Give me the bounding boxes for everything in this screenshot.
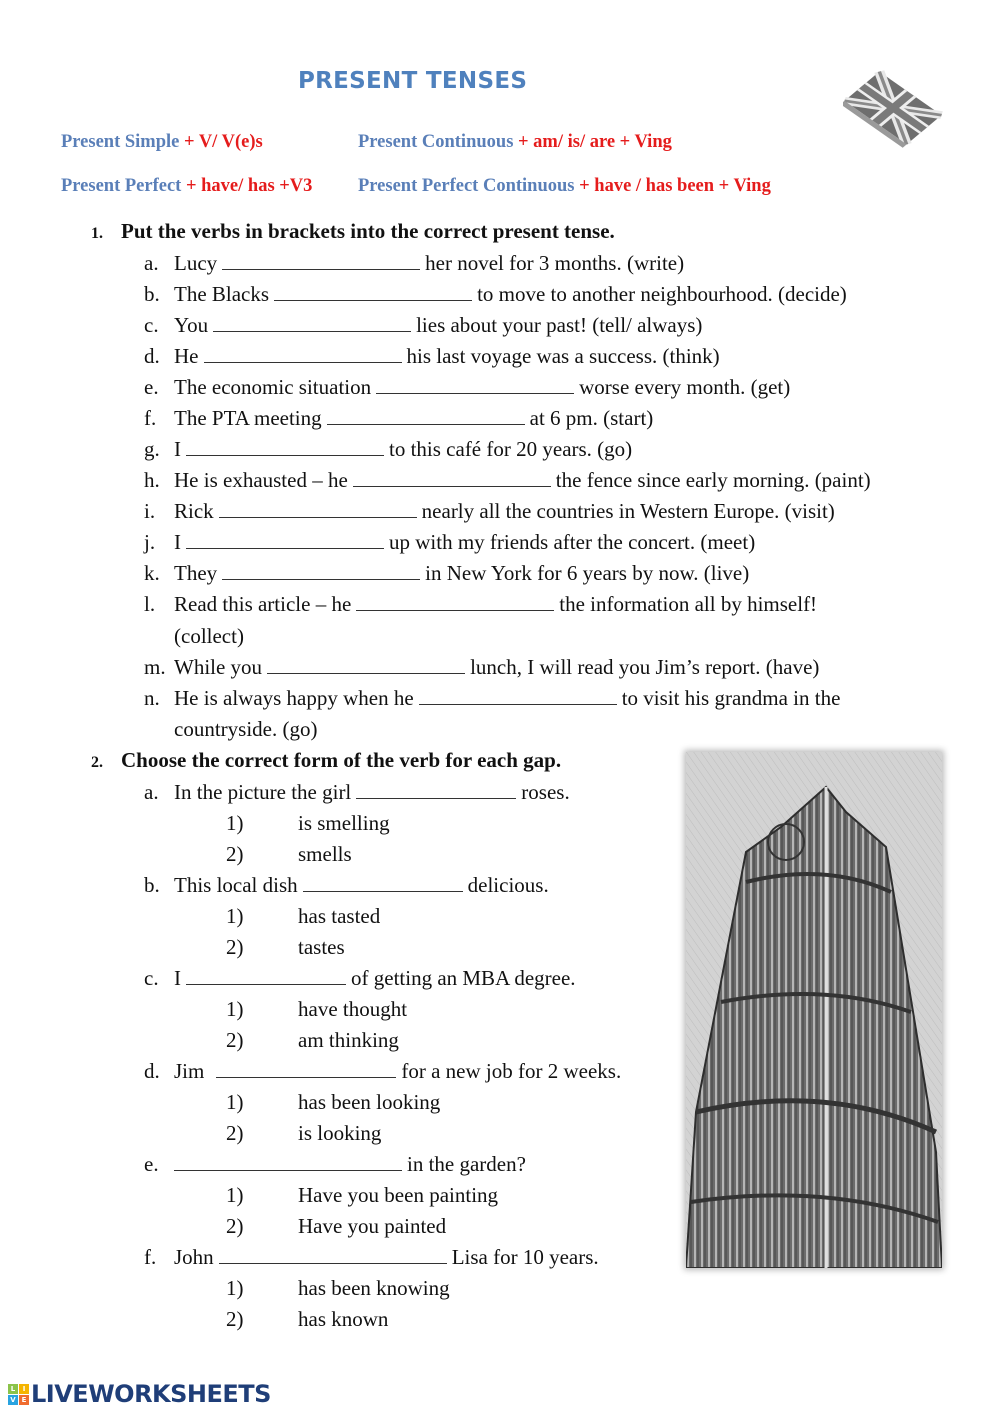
item-text-before: Read this article – he	[174, 592, 352, 616]
item-text-before: In the picture the girl	[174, 780, 352, 804]
big-ben-sketch-image	[686, 752, 942, 1268]
ex2-f-option-1[interactable]	[226, 1276, 450, 1301]
ex1-item-d	[144, 344, 720, 369]
option-number: 2)	[226, 935, 244, 959]
item-letter: d.	[144, 1059, 160, 1083]
ex1-item-k	[144, 561, 749, 586]
option-number: 2)	[226, 1307, 244, 1331]
item-text-after: roses.	[521, 780, 570, 804]
tense-name: Present Perfect Continuous	[358, 176, 575, 196]
option-number: 1)	[226, 904, 244, 928]
item-text-after: Lisa for 10 years.	[451, 1245, 599, 1269]
exercise-instruction: Put the verbs in brackets into the correct present tense.	[121, 219, 615, 243]
ex1-item-e	[144, 375, 790, 400]
item-letter: f.	[144, 1245, 157, 1269]
logo-letter: L	[8, 1384, 18, 1394]
ex1-item-j	[144, 530, 755, 555]
option-text: Have you painted	[298, 1214, 447, 1238]
item-text-before: Lucy	[174, 251, 218, 275]
tense-rule: + have/ has +V3	[181, 176, 313, 196]
option-number: 2)	[226, 1121, 244, 1145]
item-letter: d.	[144, 344, 160, 368]
option-text: is looking	[298, 1121, 382, 1145]
ex1-item-n	[144, 686, 840, 711]
item-letter: b.	[144, 873, 160, 897]
answer-blank[interactable]	[216, 1059, 396, 1078]
answer-blank[interactable]	[274, 282, 472, 301]
answer-blank[interactable]	[303, 873, 463, 892]
item-letter: a.	[144, 780, 159, 804]
answer-blank[interactable]	[222, 251, 420, 270]
answer-blank[interactable]	[219, 1245, 447, 1264]
item-text-after: at 6 pm. (start)	[529, 406, 654, 430]
item-text-after: nearly all the countries in Western Europe. (visit)	[421, 499, 835, 523]
item-letter: e.	[144, 1152, 159, 1176]
ex2-b-option-2[interactable]	[226, 935, 345, 960]
item-text-after: his last voyage was a success. (think)	[406, 344, 720, 368]
answer-blank[interactable]	[376, 375, 574, 394]
item-text-after: the fence since early morning. (paint)	[555, 468, 871, 492]
item-text-before: The PTA meeting	[174, 406, 322, 430]
item-text-after: worse every month. (get)	[579, 375, 791, 399]
formula-present-perfect	[61, 176, 312, 197]
item-text-after: to this café for 20 years. (go)	[389, 437, 633, 461]
answer-blank[interactable]	[356, 780, 516, 799]
item-text-before: The Blacks	[174, 282, 270, 306]
option-text: have thought	[298, 997, 408, 1021]
exercise-2-heading	[91, 748, 561, 773]
item-text-before: He is always happy when he	[174, 686, 414, 710]
item-letter: n.	[144, 686, 160, 710]
ex1-item-n-continuation: countryside. (go)	[174, 717, 318, 741]
ex1-item-g	[144, 437, 632, 462]
formula-present-continuous	[358, 132, 672, 153]
logo-letter: I	[19, 1384, 29, 1394]
answer-blank[interactable]	[186, 966, 346, 985]
answer-blank[interactable]	[356, 592, 554, 611]
ex1-item-c	[144, 313, 702, 338]
logo-letter: E	[19, 1395, 29, 1405]
item-text-before: He is exhausted – he	[174, 468, 348, 492]
tense-name: Present Simple	[61, 132, 180, 152]
ex2-item-e	[144, 1152, 526, 1177]
item-text-before: Jim	[174, 1059, 205, 1083]
logo-letter: V	[8, 1395, 18, 1405]
ex1-item-b	[144, 282, 847, 307]
item-text-before: While you	[174, 655, 263, 679]
option-number: 2)	[226, 842, 244, 866]
ex1-item-m	[144, 655, 819, 680]
option-number: 1)	[226, 811, 244, 835]
item-text-before: The economic situation	[174, 375, 372, 399]
option-text: has tasted	[298, 904, 381, 928]
item-text-before: They	[174, 561, 218, 585]
item-text-after: lies about your past! (tell/ always)	[416, 313, 703, 337]
item-letter: j.	[144, 530, 156, 554]
ex2-a-option-2[interactable]	[226, 842, 352, 867]
item-text-after: up with my friends after the concert. (meet)	[389, 530, 756, 554]
answer-blank[interactable]	[222, 561, 420, 580]
answer-blank[interactable]	[419, 686, 617, 705]
option-text: has known	[298, 1307, 389, 1331]
item-text-after: the information all by himself!	[559, 592, 818, 616]
ex2-item-f	[144, 1245, 599, 1270]
option-text: tastes	[298, 935, 345, 959]
ex2-item-d	[144, 1059, 621, 1084]
ex2-b-option-1[interactable]	[226, 904, 380, 929]
ex1-item-f	[144, 406, 653, 431]
option-text: is smelling	[298, 811, 390, 835]
ex1-item-h	[144, 468, 871, 493]
tense-rule: + am/ is/ are + Ving	[513, 132, 672, 152]
item-letter: k.	[144, 561, 160, 585]
tense-rule: + have / has been + Ving	[574, 176, 771, 196]
option-text: am thinking	[298, 1028, 399, 1052]
item-text-after: to move to another neighbourhood. (decide)	[477, 282, 847, 306]
item-text-after: delicious.	[467, 873, 549, 897]
item-text-before: This local dish	[174, 873, 298, 897]
item-text-after: of getting an MBA degree.	[351, 966, 576, 990]
item-letter: c.	[144, 966, 159, 990]
ex2-item-b	[144, 873, 549, 898]
answer-blank[interactable]	[204, 344, 402, 363]
ex2-d-option-2[interactable]	[226, 1121, 381, 1146]
liveworksheets-logo	[8, 1380, 271, 1408]
option-text: smells	[298, 842, 352, 866]
answer-blank[interactable]	[186, 530, 384, 549]
item-text-after: in New York for 6 years by now. (live)	[425, 561, 750, 585]
answer-blank[interactable]	[327, 406, 525, 425]
item-letter: c.	[144, 313, 159, 337]
item-letter: m.	[144, 655, 166, 679]
ex2-e-option-1[interactable]	[226, 1183, 498, 1208]
ex2-item-c	[144, 966, 576, 991]
exercise-1-heading	[91, 219, 615, 244]
item-text-before: I	[174, 530, 181, 554]
ex2-e-option-2[interactable]	[226, 1214, 446, 1239]
page-title: PRESENT TENSES	[298, 68, 528, 94]
item-text-after: in the garden?	[407, 1152, 526, 1176]
item-letter: h.	[144, 468, 160, 492]
option-number: 1)	[226, 997, 244, 1021]
answer-blank[interactable]	[353, 468, 551, 487]
option-text: has been looking	[298, 1090, 441, 1114]
answer-blank[interactable]	[213, 313, 411, 332]
item-text-after: her novel for 3 months. (write)	[425, 251, 685, 275]
option-number: 1)	[226, 1090, 244, 1114]
tense-rule: + V/ V(e)s	[179, 132, 263, 152]
live-logo-icon	[8, 1384, 29, 1405]
answer-blank[interactable]	[267, 655, 465, 674]
tense-name: Present Continuous	[358, 132, 514, 152]
logo-text: LIVEWORKSHEETS	[31, 1380, 271, 1408]
ex2-d-option-1[interactable]	[226, 1090, 440, 1115]
option-number: 1)	[226, 1183, 244, 1207]
ex1-item-l	[144, 592, 817, 617]
tense-name: Present Perfect	[61, 176, 182, 196]
item-letter: i.	[144, 499, 156, 523]
ex2-item-a	[144, 780, 570, 805]
formula-present-simple	[61, 132, 263, 153]
exercise-number: 2.	[91, 754, 103, 771]
answer-blank[interactable]	[174, 1152, 402, 1171]
item-letter: l.	[144, 592, 156, 616]
ex2-f-option-2[interactable]	[226, 1307, 388, 1332]
item-letter: b.	[144, 282, 160, 306]
option-text: Have you been painting	[298, 1183, 499, 1207]
option-number: 2)	[226, 1028, 244, 1052]
item-letter: a.	[144, 251, 159, 275]
item-text-before: I	[174, 437, 181, 461]
ex1-item-l-continuation: (collect)	[174, 624, 244, 648]
item-text-before: I	[174, 966, 181, 990]
item-letter: e.	[144, 375, 159, 399]
answer-blank[interactable]	[186, 437, 384, 456]
item-letter: f.	[144, 406, 157, 430]
item-text-after: lunch, I will read you Jim’s report. (have)	[470, 655, 820, 679]
ex2-c-option-1[interactable]	[226, 997, 407, 1022]
item-text-after: for a new job for 2 weeks.	[401, 1059, 622, 1083]
item-text-before: He	[174, 344, 199, 368]
answer-blank[interactable]	[219, 499, 417, 518]
item-text-after: to visit his grandma in the	[621, 686, 841, 710]
exercise-instruction: Choose the correct form of the verb for each gap.	[121, 748, 562, 772]
item-text-before: John	[174, 1245, 214, 1269]
option-text: has been knowing	[298, 1276, 450, 1300]
ex1-item-a	[144, 251, 684, 276]
ex2-a-option-1[interactable]	[226, 811, 390, 836]
exercise-number: 1.	[91, 225, 103, 242]
union-jack-book-icon	[843, 68, 943, 148]
item-text-before: You	[174, 313, 209, 337]
item-text-before: Rick	[174, 499, 214, 523]
formula-present-perfect-continuous	[358, 176, 771, 197]
option-number: 1)	[226, 1276, 244, 1300]
ex1-item-i	[144, 499, 835, 524]
option-number: 2)	[226, 1214, 244, 1238]
ex2-c-option-2[interactable]	[226, 1028, 399, 1053]
item-letter: g.	[144, 437, 160, 461]
